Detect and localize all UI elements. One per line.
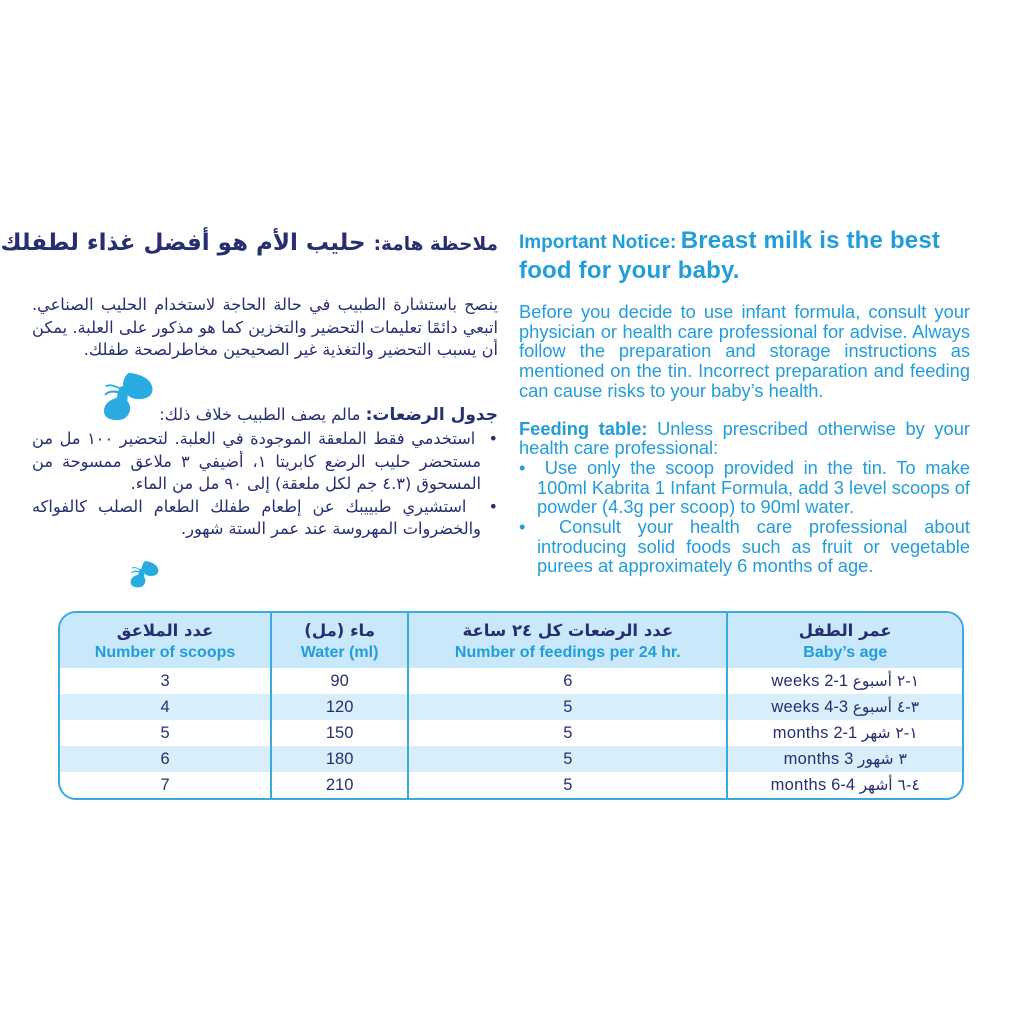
cell-water: 180 [271,746,408,772]
cell-feedings: 5 [408,746,727,772]
cell-scoops: 6 [160,749,170,768]
english-feeding-heading [519,419,970,458]
cell-age [727,746,962,772]
table-row [60,668,962,694]
english-notice-label: Important Notice: [519,232,677,253]
table-row [60,694,962,720]
arabic-bullet-list [32,428,498,541]
col-header-age-en: Baby’s age [803,644,888,661]
feeding-table-grid [60,613,962,798]
col-header-age-ar: عمر الطفل [798,621,892,640]
arabic-feeding-intro: مالم يصف الطبيب خلاف ذلك: [159,404,361,424]
english-bullet-list [519,458,970,576]
cell-age-en: 3 months [783,749,854,768]
cell-age-ar: ٤-٦ أشهر [859,775,920,794]
english-feeding-intro: Unless prescribed otherwise by your health care professional: [519,417,970,459]
english-column [519,227,970,576]
butterfly-icon [118,557,164,593]
cell-scoops: 5 [160,723,170,742]
col-header-feedings-ar: عدد الرضعات كل ٢٤ ساعة [462,621,674,640]
col-header-scoops-ar: عدد الملاعق [116,621,214,640]
cell-age-ar: ٣-٤ أسبوع [852,697,920,716]
col-header-feedings [408,613,727,668]
cell-scoops: 3 [160,671,170,690]
col-header-water-ar: ماء (مل) [304,621,375,640]
cell-water: 150 [271,720,408,746]
arabic-bullet-item: • استشيري طبييبك عن إطعام طفلك الطعام الصلب كالفواكه والخضروات المهروسة عند عمر الستة شهور. [32,496,498,541]
col-header-scoops-en: Number of scoops [94,644,236,661]
cell-feedings: 5 [408,720,727,746]
cell-water: 210 [271,772,408,798]
arabic-notice-heading [0,227,498,261]
butterfly-icon [78,368,167,427]
cell-scoops: 7 [160,775,170,794]
cell-water: 90 [271,668,408,694]
cell-scoops: 4 [160,697,170,716]
cell-age-en: 4-6 months [770,775,856,794]
english-intro-paragraph: Before you decide to use infant formula, consult your physician or health care professional for advise. Always follow the preparation and storage instructions as mentioned on the tin. Incorrect preparation and feeding can cause risks to your baby’s health. [519,301,970,401]
table-row [60,720,962,746]
cell-age-en: 1-2 months [772,723,858,742]
table-row [60,746,962,772]
english-feeding-label: Feeding table: [519,417,648,439]
cell-feedings: 6 [408,668,727,694]
cell-age [727,668,962,694]
feeding-table [58,611,964,800]
cell-age-ar: ٣ شهور [857,749,907,768]
col-header-water [271,613,408,668]
english-notice-title: Breast milk is the best food for your baby. [519,227,941,284]
cell-age-en: 3-4 weeks [771,697,849,716]
cell-feedings: 5 [408,694,727,720]
col-header-feedings-en: Number of feedings per 24 hr. [454,644,681,661]
col-header-scoops [60,613,271,668]
cell-age [727,772,962,798]
arabic-bullet-item: • استخدمي فقط الملعقة الموجودة في العلبة. لتحضير ١٠٠ مل من مستحضر حليب الرضع كابريتا ١، أضيفي ٣ ملاعق ممسوحة من المسحوق (٤.٣ جم لكل ملعقة) إلى ٩٠ مل من الماء. [32,428,498,496]
table-row [60,772,962,798]
cell-feedings: 5 [408,772,727,798]
cell-age [727,694,962,720]
arabic-feeding-label: جدول الرضعات: [365,404,498,425]
cell-age [727,720,962,746]
english-notice-heading [519,227,970,287]
col-header-water-en: Water (ml) [300,644,379,661]
cell-age-en: 1-2 weeks [771,671,849,690]
arabic-notice-label: ملاحظة هامة: [373,234,498,255]
english-bullet-item: • Use only the scoop provided in the tin. To make 100ml Kabrita 1 Infant Formula, add 3 level scoops of powder (4.3g per scoop) to 90ml water. [519,458,970,517]
arabic-notice-title: حليب الأم هو أفضل غذاء لطفلك [0,230,366,256]
cell-age-ar: ١-٢ أسبوع [852,671,920,690]
table-header-row [60,613,962,668]
cell-water: 120 [271,694,408,720]
col-header-age [727,613,962,668]
cell-age-ar: ١-٢ شهر [861,723,918,742]
arabic-intro-paragraph: ينصح باستشارة الطبيب في حالة الحاجة لاستخدام الحليب الصناعي. اتبعي دائمًا تعليمات التحضير والتخزين كما هو مذكور على العلبة. يمكن أن يسبب التحضير والتغذية غير الصحيحين مخاطرلصحة طفلك. [32,295,498,359]
english-bullet-item: • Consult your health care professional about introducing solid foods such as fruit or vegetable purees at approximately 6 months of age. [519,517,970,576]
